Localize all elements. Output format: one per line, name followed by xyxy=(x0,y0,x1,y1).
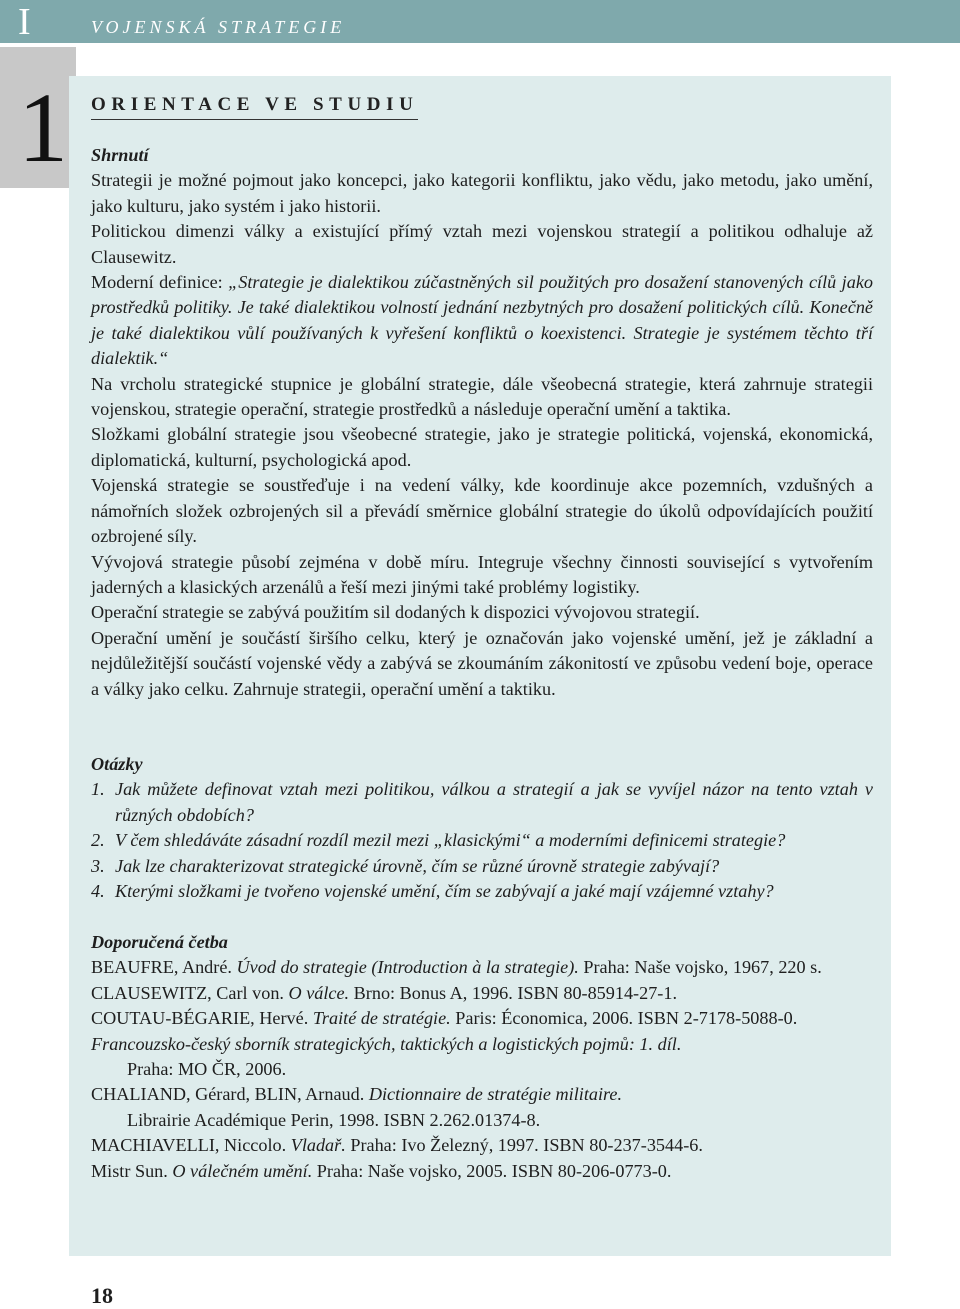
questions-block xyxy=(91,752,873,904)
definition-intro: Moderní definice: xyxy=(91,272,229,293)
summary-block xyxy=(91,143,873,702)
question-text: Kterými složkami je tvořeno vojenské umění, čím se zabývají a jaké mají vzájemné vztahy? xyxy=(115,881,774,902)
question-number: 2. xyxy=(91,830,105,851)
question-item xyxy=(91,879,873,904)
reference-item xyxy=(91,1032,873,1083)
reference-title: Vladař. xyxy=(290,1135,346,1156)
reference-publisher: Librairie Académique Perin, 1998. ISBN 2.262.01374-8. xyxy=(127,1109,541,1130)
reference-title: Traité de stratégie. xyxy=(312,1008,451,1029)
reference-author: CHALIAND, Gérard, BLIN, Arnaud. xyxy=(91,1084,369,1105)
summary-definition xyxy=(91,270,873,372)
question-number: 4. xyxy=(91,881,105,902)
reference-author: Mistr Sun. xyxy=(91,1160,173,1181)
summary-paragraph: Strategii je možné pojmout jako koncepci, jako kategorii konfliktu, jako vědu, jako metodu, jako umění, jako kulturu, jako systém i jako historii. xyxy=(91,170,873,216)
reference-title: O válce. xyxy=(288,982,350,1003)
reference-publisher: Brno: Bonus A, 1996. ISBN 80-85914-27-1. xyxy=(349,982,677,1003)
question-number: 3. xyxy=(91,855,105,876)
reference-publisher: Paris: Économica, 2006. ISBN 2-7178-5088-0. xyxy=(450,1008,798,1029)
reference-item xyxy=(91,1006,873,1031)
reading-block xyxy=(91,930,873,1184)
chapter-number: 1 xyxy=(18,72,68,183)
reference-item xyxy=(91,1159,873,1184)
reference-item xyxy=(91,1082,873,1133)
summary-heading: Shrnutí xyxy=(91,145,149,165)
reference-author: MACHIAVELLI, Niccolo. xyxy=(91,1135,291,1156)
summary-paragraph: Operační strategie se zabývá použitím sil dodaných k dispozici vývojovou strategií. xyxy=(91,602,700,623)
reference-author: CLAUSEWITZ, Carl von. xyxy=(91,982,289,1003)
reference-title: Francouzsko-český sborník strategických, taktických a logistických pojmů: 1. díl. xyxy=(91,1033,682,1054)
questions-heading: Otázky xyxy=(91,754,143,774)
summary-paragraph: Vývojová strategie působí zejména v době míru. Integruje všechny činnosti související s vytvořením jaderných a klasických arzenálů a řeší mezi jinými také problémy logistiky. xyxy=(91,551,873,597)
reference-publisher: Praha: MO ČR, 2006. xyxy=(127,1059,287,1080)
reference-item xyxy=(91,981,873,1006)
summary-paragraph: Složkami globální strategie jsou všeobecné strategie, jako je strategie politická, vojenská, ekonomická, diplomatická, kulturní, psychologická apod. xyxy=(91,424,873,470)
reference-publisher: Praha: Naše vojsko, 1967, 220 s. xyxy=(578,957,822,978)
summary-paragraph: Na vrcholu strategické stupnice je globální strategie, dále všeobecná strategie, která zahrnuje strategii vojenskou, strategie operační, strategie prostředků a následuje operační umění a taktika. xyxy=(91,373,873,420)
reading-heading: Doporučená četba xyxy=(91,932,228,952)
question-number: 1. xyxy=(91,779,105,800)
question-item xyxy=(91,828,873,853)
reference-title: Úvod do strategie (Introduction à la strategie). xyxy=(236,957,579,978)
part-number: I xyxy=(18,1,31,43)
question-text: Jak můžete definovat vztah mezi politikou, válkou a strategií a jak se vyvíjel názor na tento vztah v různých obdobích? xyxy=(115,779,873,825)
page-number: 18 xyxy=(91,1283,113,1308)
header-title: VOJENSKÁ STRATEGIE xyxy=(91,17,346,37)
section-heading: ORIENTACE VE STUDIU xyxy=(91,94,418,120)
header-bar xyxy=(0,0,960,43)
reference-author: COUTAU-BÉGARIE, Hervé. xyxy=(91,1008,313,1029)
reference-item xyxy=(91,1133,873,1158)
summary-paragraph: Operační umění je součástí širšího celku, který je označován jako vojenské umění, jež je základní a nejdůležitější součástí vojenské vědy a zabývá se zkoumáním zákonitostí ve způsobu vedení boje, operace a války jako celku. Zahrnuje strategii, operační umění a taktiku. xyxy=(91,627,873,699)
question-text: V čem shledáváte zásadní rozdíl mezil mezi „klasickými“ a moderními definicemi strategie? xyxy=(115,830,786,851)
reference-publisher: Praha: Ivo Železný, 1997. ISBN 80-237-3544-6. xyxy=(345,1135,703,1156)
question-item xyxy=(91,777,873,828)
summary-paragraph: Vojenská strategie se soustřeďuje i na vedení války, kde koordinuje akce pozemních, vzdušných a námořních složek ozbrojených sil a převádí směrnice globální strategie do úkolů odpovídajících použití ozbrojené síly. xyxy=(91,475,873,547)
definition-quote: „Strategie je dialektikou zúčastněných sil použitých pro dosažení stanovených cílů jako prostředků politiky. Je také dialektikou volností jednání nezbytných pro dosažení politických cílů. Konečně je také dialektikou vůlí používaných k vyřešení konfliktů o koexistenci. Strategie je systémem těchto tří dialektik.“ xyxy=(91,272,873,369)
summary-paragraph: Politickou dimenzi války a existující přímý vztah mezi vojenskou strategií a politikou odhaluje až Clausewitz. xyxy=(91,221,873,267)
reference-publisher: Praha: Naše vojsko, 2005. ISBN 80-206-0773-0. xyxy=(312,1160,672,1181)
reference-author: BEAUFRE, André. xyxy=(91,957,237,978)
question-text: Jak lze charakterizovat strategické úrovně, čím se různé úrovně strategie zabývají? xyxy=(115,855,720,876)
question-item xyxy=(91,854,873,879)
reference-title: Dictionnaire de stratégie militaire. xyxy=(368,1084,623,1105)
reference-title: O válečném umění. xyxy=(172,1160,313,1181)
reference-item xyxy=(91,955,873,980)
